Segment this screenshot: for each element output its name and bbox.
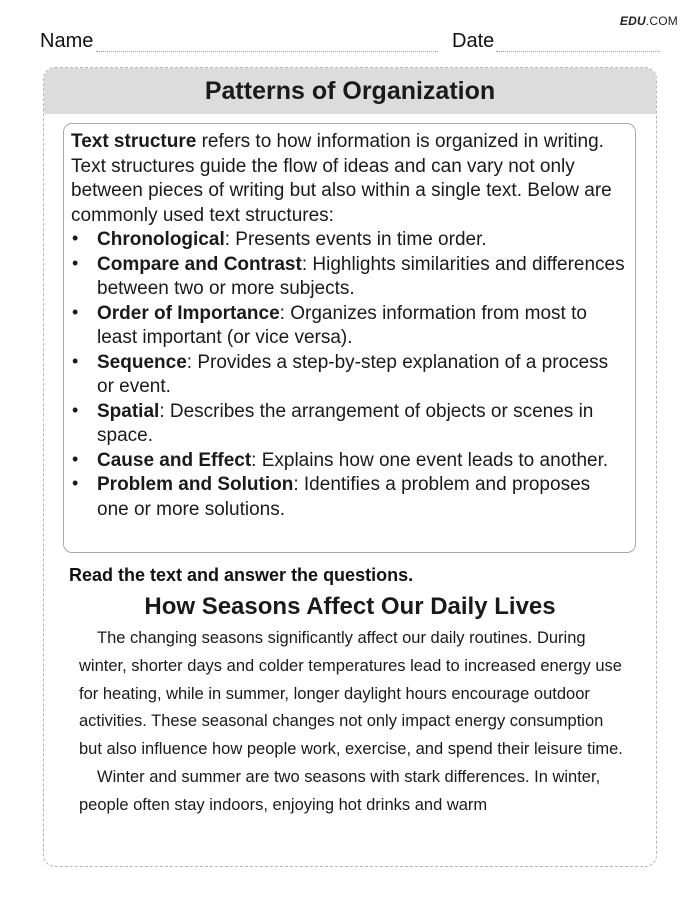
intro-text: refers to how information is organized in writing. Text structures guide the flow of ideas and can vary not only between pieces of writing but also within a single text. Below are commonly used text structures: [71,131,612,226]
structure-list [71,228,627,522]
passage-paragraph: Winter and summer are two seasons with stark differences. In winter, people often stay indoors, enjoying hot drinks and warm [79,767,601,814]
structure-term: Compare and Contrast [97,253,302,275]
structure-term: Spatial [97,400,160,422]
structure-desc: : Provides a step-by-step explanation of a process or event. [97,351,609,397]
structure-item [71,449,627,474]
structure-desc: : Explains how one event leads to another. [251,449,609,471]
date-label: Date [452,30,495,52]
date-field[interactable] [496,51,660,52]
reading-passage [79,625,627,820]
passage-title: How Seasons Affect Our Daily Lives [144,593,556,620]
structure-term: Sequence [97,351,187,373]
instruction-text: Read the text and answer the questions. [69,565,414,585]
structure-desc: : Organizes information from most to least important (or vice versa). [97,302,587,348]
structure-desc: : Identifies a problem and proposes one or more solutions. [97,474,591,520]
site-logo [620,14,678,28]
logo-suffix: .COM [645,14,678,28]
structure-desc: : Describes the arrangement of objects or scenes in space. [97,400,594,446]
passage-paragraph: The changing seasons significantly affect our daily routines. During winter, shorter days and colder temperatures lead to increased energy use for heating, while in summer, longer daylight hours encourage outdoor activities. These seasonal changes not only impact energy consumption but also influence how people work, exercise, and spend their leisure time. [79,629,623,759]
worksheet-card [43,67,657,867]
logo-brand: EDU [619,14,646,28]
intro-paragraph [71,130,627,228]
structure-item [71,400,627,449]
structure-item [71,473,627,522]
structure-desc: : Highlights similarities and differences between two or more subjects. [97,253,625,299]
worksheet-title: Patterns of Organization [44,68,656,114]
structure-item [71,253,627,302]
name-field[interactable] [96,51,438,52]
structure-term: Cause and Effect [97,449,252,471]
structure-term: Order of Importance [97,302,280,324]
structure-item [71,228,627,253]
text-structure-info-box [63,123,636,553]
structure-item [71,302,627,351]
structure-desc: : Presents events in time order. [224,229,487,250]
worksheet-header [40,30,660,54]
name-label: Name [40,30,94,52]
intro-term: Text structure [71,131,197,152]
structure-term: Chronological [97,229,225,250]
structure-item [71,351,627,400]
structure-term: Problem and Solution [97,474,294,495]
